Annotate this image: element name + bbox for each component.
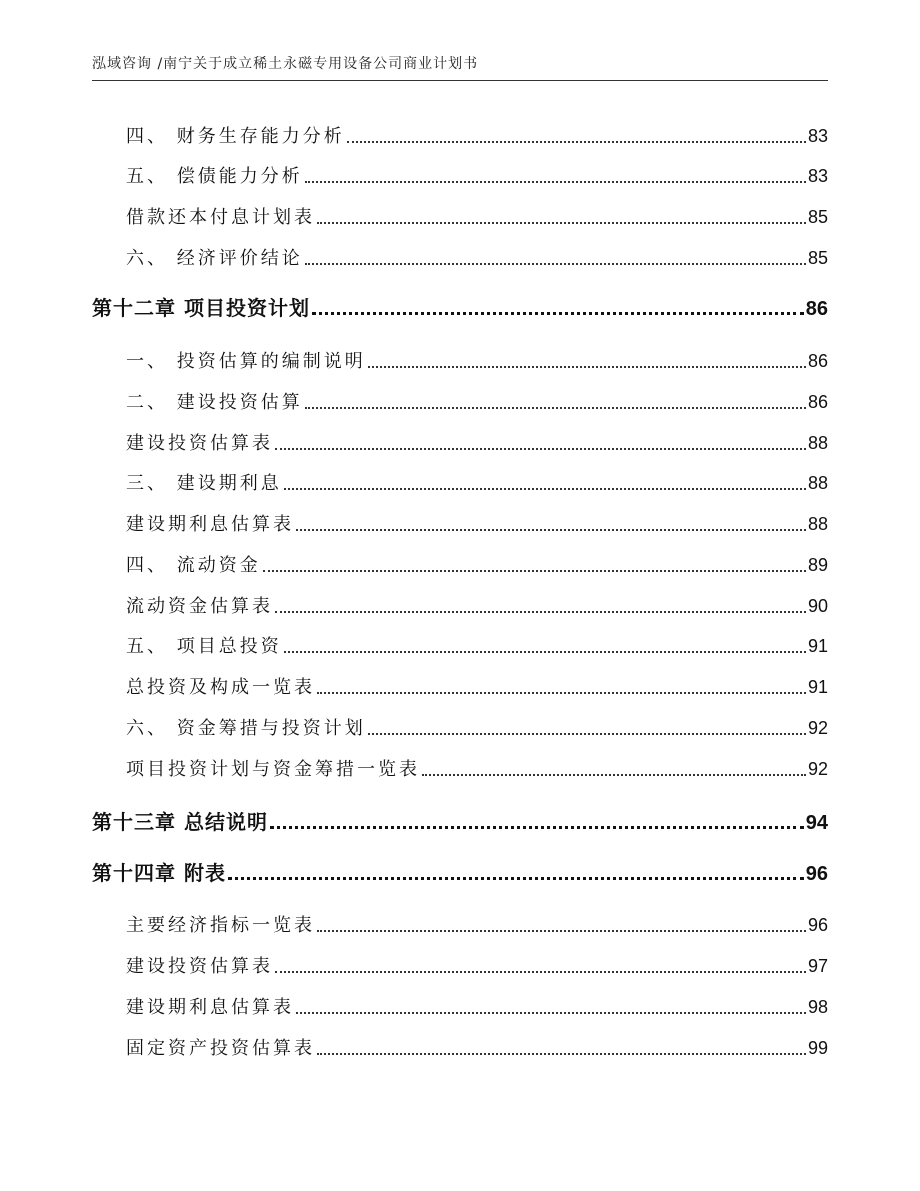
toc-entry[interactable] (126, 591, 828, 621)
toc-chapter-entry[interactable] (92, 858, 828, 888)
toc-chapter-label: 第十三章 总结说明 (92, 810, 268, 834)
toc-entry-label: 建设期利息估算表 (126, 997, 294, 1018)
toc-page-number: 96 (807, 915, 828, 935)
toc-page-number: 88 (807, 433, 828, 453)
toc-page-number: 99 (807, 1038, 828, 1058)
toc-page-number: 98 (807, 997, 828, 1017)
toc-page-number: 90 (807, 596, 828, 616)
toc-dot-leader (305, 181, 806, 183)
toc-dot-leader (305, 263, 806, 265)
toc-chapter-entry[interactable] (92, 807, 828, 837)
toc-entry[interactable] (126, 161, 828, 191)
toc-dot-leader (305, 407, 806, 409)
toc-entry[interactable] (126, 713, 828, 743)
toc-entry[interactable] (126, 672, 828, 702)
toc-dot-leader (284, 488, 806, 490)
toc-page-number: 83 (807, 126, 828, 146)
toc-dot-leader (312, 312, 804, 315)
toc-chapter-label: 第十二章 项目投资计划 (92, 296, 310, 320)
toc-page-number: 91 (807, 677, 828, 697)
toc-entry[interactable] (126, 754, 828, 784)
toc-page-number: 83 (807, 166, 828, 186)
toc-entry[interactable] (126, 346, 828, 376)
toc-entry-label: 项目投资计划与资金筹措一览表 (126, 759, 420, 780)
toc-entry-label: 一、 投资估算的编制说明 (126, 351, 366, 372)
toc-page-number: 96 (805, 863, 828, 885)
toc-entry-label: 五、 偿债能力分析 (126, 166, 303, 187)
toc-entry-label: 建设投资估算表 (126, 956, 273, 977)
toc-entry[interactable] (126, 951, 828, 981)
toc-entry-label: 流动资金估算表 (126, 596, 273, 617)
toc-page-number: 92 (807, 718, 828, 738)
toc-entry-label: 四、 财务生存能力分析 (126, 126, 345, 147)
toc-entry[interactable] (126, 428, 828, 458)
toc-entry[interactable] (126, 550, 828, 580)
toc-dot-leader (275, 971, 806, 973)
toc-dot-leader (263, 570, 806, 572)
toc-entry-label: 主要经济指标一览表 (126, 915, 315, 936)
toc-dot-leader (275, 448, 806, 450)
toc-entry[interactable] (126, 631, 828, 661)
toc-dot-leader (284, 651, 806, 653)
toc-dot-leader (228, 877, 804, 880)
toc-dot-leader (368, 366, 806, 368)
toc-dot-leader (296, 529, 806, 531)
toc-chapter-entry[interactable] (92, 293, 828, 323)
toc-entry[interactable] (126, 1033, 828, 1063)
toc-entry-label: 建设期利息估算表 (126, 514, 294, 535)
toc-entry-label: 六、 经济评价结论 (126, 248, 303, 269)
toc-entry-label: 二、 建设投资估算 (126, 392, 303, 413)
toc-entry[interactable] (126, 468, 828, 498)
toc-entry[interactable] (126, 910, 828, 940)
toc-entry-label: 借款还本付息计划表 (126, 207, 315, 228)
toc-entry-label: 三、 建设期利息 (126, 473, 282, 494)
toc-dot-leader (296, 1012, 806, 1014)
toc-dot-leader (422, 774, 806, 776)
toc-entry-label: 五、 项目总投资 (126, 636, 282, 657)
toc-entry-label: 四、 流动资金 (126, 555, 261, 576)
toc-entry-label: 总投资及构成一览表 (126, 677, 315, 698)
toc-page-number: 97 (807, 956, 828, 976)
toc-dot-leader (317, 930, 806, 932)
toc-page-number: 91 (807, 636, 828, 656)
toc-dot-leader (317, 222, 806, 224)
toc-page-number: 88 (807, 473, 828, 493)
toc-page-number: 85 (807, 248, 828, 268)
page-header: 泓域咨询 /南宁关于成立稀土永磁专用设备公司商业计划书 (92, 56, 479, 72)
toc-dot-leader (270, 826, 804, 829)
toc-entry-label: 建设投资估算表 (126, 433, 273, 454)
toc-entry-label: 固定资产投资估算表 (126, 1038, 315, 1059)
toc-entry[interactable] (126, 387, 828, 417)
toc-dot-leader (347, 141, 806, 143)
toc-page-number: 85 (807, 207, 828, 227)
toc-dot-leader (368, 733, 806, 735)
toc-page-number: 86 (807, 392, 828, 412)
toc-entry[interactable] (126, 992, 828, 1022)
toc-page-number: 94 (805, 812, 828, 834)
toc-entry[interactable] (126, 243, 828, 273)
toc-page-number: 86 (805, 298, 828, 320)
toc-dot-leader (275, 611, 806, 613)
toc-entry-label: 六、 资金筹措与投资计划 (126, 718, 366, 739)
toc-page-number: 86 (807, 351, 828, 371)
toc-chapter-label: 第十四章 附表 (92, 861, 226, 885)
toc-dot-leader (317, 692, 806, 694)
toc-entry[interactable] (126, 509, 828, 539)
toc-entry[interactable] (126, 121, 828, 151)
toc-entry[interactable] (126, 202, 828, 232)
toc-page-number: 92 (807, 759, 828, 779)
toc-dot-leader (317, 1053, 806, 1055)
toc-page-number: 88 (807, 514, 828, 534)
toc-page-number: 89 (807, 555, 828, 575)
